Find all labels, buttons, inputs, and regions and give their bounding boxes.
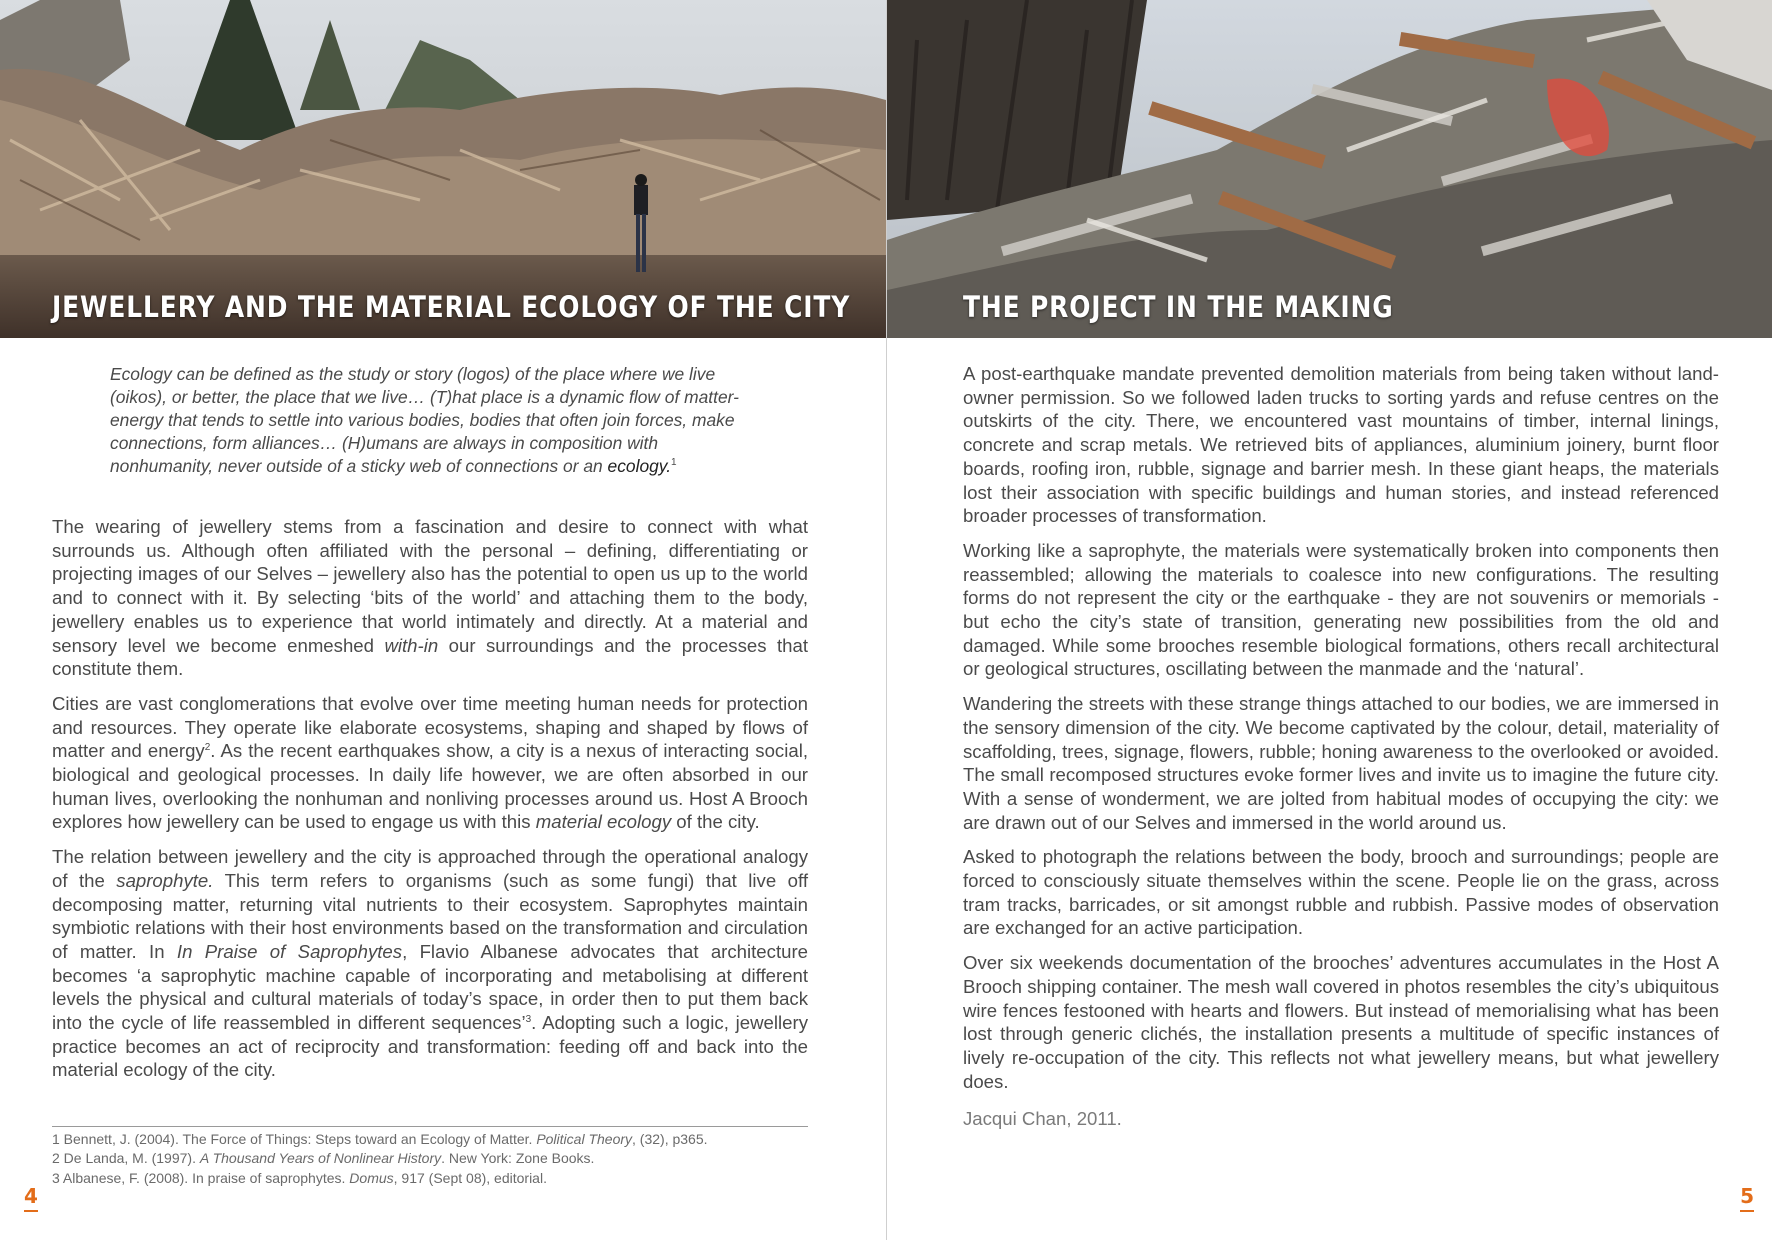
text-run: , 917 (Sept 08), editorial.: [393, 1169, 547, 1186]
italic-title: Domus: [349, 1169, 394, 1186]
footnote-divider: [52, 1126, 808, 1127]
page-number: 4: [24, 1184, 38, 1212]
text-run: Cities are vast conglomerations that evolve over time meeting human needs for protection and resources. They operate like elaborate ecosystems, shaping and shaped by flows of matter and energy: [52, 692, 808, 762]
paragraph: Over six weekends documentation of the brooches’ adventures accumulates in the Host A Brooch shipping container. The mesh wall covered in photos resembles the city’s ubiquitous wire fences festooned with hearts and flowers. But instead of memorialising what has been lost through generic clichés, the installation presents a multitude of specific instances of lively re-occupation of the city. This reflects not what jewellery means, but what jewellery does.: [963, 952, 1719, 1092]
text-run: This term refers to organisms (such as some fungi) that live off decomposing matter, returning vital nutrients to their ecosystem. Saprophytes maintain symbiotic relations with their host environments based on the transformation and circulation of matter. In: [52, 869, 808, 962]
quote-text: Ecology can be defined as the study or story (logos) of the place where we live (oikos), or better, the place that we live… (T)hat place is a dynamic flow of matter-energy that tends to settle into various bodies, bodies that often join forces, make connections, form alliances… (H)umans are always in composition with nonhumanity, never outside of a sticky web of connections or an: [110, 364, 739, 476]
text-run: 3 Albanese, F. (2008). In praise of saprophytes.: [52, 1169, 346, 1186]
italic-title: In Praise of Saprophytes: [176, 940, 403, 962]
text-run: The relation between jewellery and the city is approached through the operational analogy of the: [52, 846, 808, 891]
paragraph: Wandering the streets with these strange things attached to our bodies, we are immersed in the sensory dimension of the city. We become captivated by the colour, detail, materiality of scaffolding, trees, signage, flowers, rubble; honing awareness to the overlooked or avoided. The small recomposed structures evoke former lives and invite us to imagine the future city. With a sense of wonderment, we are jolted from habitual modes of occupying the city: we are drawn out of our Selves and immersed in the world around us.: [963, 693, 1719, 833]
text-run: of the city.: [676, 811, 760, 833]
italic-term: material ecology: [535, 811, 672, 833]
paragraph: [52, 692, 808, 834]
author-signature: Jacqui Chan, 2011.: [963, 1108, 1122, 1130]
right-body-text: [963, 362, 1719, 1142]
text-run: our surroundings and the processes that constitute them.: [52, 634, 808, 680]
page-number: 5: [1740, 1184, 1754, 1212]
text-run: , (32), p365.: [632, 1131, 708, 1147]
paragraph: Working like a saprophyte, the materials were systematically broken into components then reassembled; allowing the materials to coalesce into new configurations. The resulting forms do not represent the city or the earthquake - they are not souvenirs or memorials - but echo the city’s state of transition, generating new possibilities from the old and damaged. While some brooches resemble biological formations, others recall architectural or geological structures, oscillating between the manmade and the ‘natural’.: [963, 539, 1719, 680]
left-page-title: JEWELLERY AND THE MATERIAL ECOLOGY OF THE CITY: [52, 290, 851, 324]
text-run: The wearing of jewellery stems from a fascination and desire to connect with what surrounds us. Although often affiliated with the personal – defining, differentiating or projecting images of our Selves – jewellery also has the potential to open us up to the world and to connect with it. By selecting ‘bits of the world’ and attaching them to the body, jewellery enables us to experience that world intimately and directly. At a material and sensory level we become enmeshed: [52, 516, 808, 656]
left-body-text: [52, 515, 808, 1093]
timber-pile-photo: [0, 0, 886, 338]
right-page: [887, 0, 1772, 1240]
paragraph: [52, 845, 808, 1082]
text-run: 2 De Landa, M. (1997).: [52, 1150, 196, 1167]
paragraph: Asked to photograph the relations between the body, brooch and surroundings; people are forced to consciously situate themselves within the scene. People lie on the grass, across tram tracks, barricades, or sit amongst rubble and rubbish. Passive modes of observation are exchanged for an active participation.: [963, 846, 1719, 939]
text-run: . New York: Zone Books.: [441, 1150, 595, 1167]
paragraph: A post-earthquake mandate prevented demolition materials from being taken without land-owner permission. So we followed laden trucks to sorting yards and refuse centres on the outskirts of the city. There, we encountered vast mountains of timber, internal linings, concrete and scrap metals. We retrieved bits of appliances, aluminium joinery, burnt floor boards, roofing iron, rubble, signage and barrier mesh. In these giant heaps, the materials lost their association with specific buildings and human stories, and instead referenced broader processes of transformation.: [963, 363, 1719, 527]
scrap-heap-image: [887, 0, 1772, 338]
rubble-photo: [887, 0, 1772, 338]
italic-term: with-in: [384, 634, 439, 656]
footnote-3: [52, 1169, 812, 1188]
italic-term: saprophyte.: [116, 869, 214, 891]
quote-emphasis: ecology.: [607, 456, 672, 476]
paragraph: [52, 515, 808, 681]
demolition-yard-image: [0, 0, 886, 338]
text-run: . Adopting such a logic, jewellery practice becomes an act of reciprocity and transformation: feeding off and back into the material ecology of the city.: [52, 1012, 808, 1081]
footnote-2: [52, 1149, 812, 1168]
italic-title: A Thousand Years of Nonlinear History: [199, 1150, 442, 1167]
footnotes: [52, 1130, 812, 1188]
text-run: 1 Bennett, J. (2004). The Force of Things: Steps toward an Ecology of Matter.: [52, 1131, 533, 1147]
footnote-1: [52, 1130, 812, 1149]
text-run: , Flavio Albanese advocates that architecture becomes ‘a saprophytic machine capable of incorporating and metabolising at different levels the physical and cultural materials of today’s space, in order then to put them back into the cycle of life reassembled in different sequences’: [52, 940, 808, 1034]
footnote-ref-1: 1: [671, 457, 677, 469]
text-run: . As the recent earthquakes show, a city is a nexus of interacting social, biological and geological processes. In daily life however, we are often absorbed in our human lives, overlooking the nonhuman and nonliving processes around us. Host A Brooch explores how jewellery can be used to engage us with this: [52, 740, 808, 833]
right-page-title: THE PROJECT IN THE MAKING: [963, 290, 1394, 324]
footnote-ref-2: 2: [204, 742, 211, 754]
italic-title: Political Theory: [536, 1131, 633, 1147]
footnote-ref-3: 3: [525, 1013, 532, 1025]
epigraph-quote: [110, 363, 750, 478]
